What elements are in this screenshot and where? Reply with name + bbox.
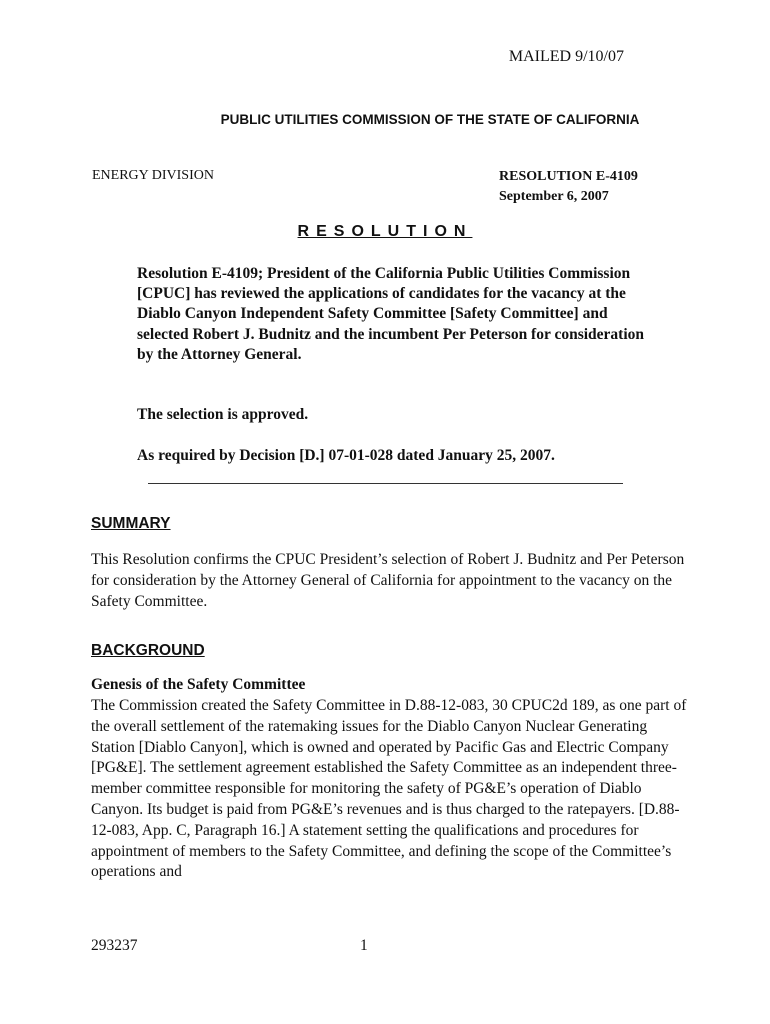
resolution-info [499,167,638,207]
resolution-number: RESOLUTION E-4109 [499,169,638,184]
resolution-intro: Resolution E-4109; President of the California Public Utilities Commission [CPUC] has reviewed the applications of candidates for the vacancy at the Diablo Canyon Independent Safety Committee [Safety Committee] and selected Robert J. Budnitz and the incumbent Per Peterson for consideration by the Attorney General. [137,265,645,363]
divider [148,483,623,484]
summary-heading: SUMMARY [91,515,171,532]
genesis-subheading: Genesis of the Safety Committee [91,676,306,693]
decision-reference: As required by Decision [D.] 07-01-028 dated January 25, 2007. [137,447,555,464]
document-title: RESOLUTION [297,223,473,240]
background-text: The Commission created the Safety Committee in D.88-12-083, 30 CPUC2d 189, as one part of the overall settlement of the ratemaking issues for the Diablo Canyon Nuclear Generating Station [Diablo Canyon], which is owned and operated by Pacific Gas and Electric Company [PG&E]. The settlement agreement established the Safety Committee as an independent three-member committee responsible for monitoring the safety of PG&E’s operation of Diablo Canyon. Its budget is paid from PG&E’s revenues and is thus charged to the ratepayers. [D.88-12-083, App. C, Paragraph 16.] A statement setting the qualifications and procedures for appointment of members to the Safety Committee, and defining the scope of the Committee’s operations and [91,697,687,881]
resolution-date: September 6, 2007 [499,189,609,204]
page-number: 1 [360,937,368,954]
approval-statement: The selection is approved. [137,406,309,423]
background-heading: BACKGROUND [91,642,205,659]
mailed-date: MAILED 9/10/07 [508,48,624,65]
commission-name: PUBLIC UTILITIES COMMISSION OF THE STATE OF CALIFORNIA [220,112,640,127]
document-number: 293237 [91,937,138,954]
division-name: ENERGY DIVISION [92,168,214,183]
summary-text: This Resolution confirms the CPUC President’s selection of Robert J. Budnitz and Per Peterson for consideration by the Attorney General of California for appointment to the vacancy on the Safety Committee. [91,551,685,610]
